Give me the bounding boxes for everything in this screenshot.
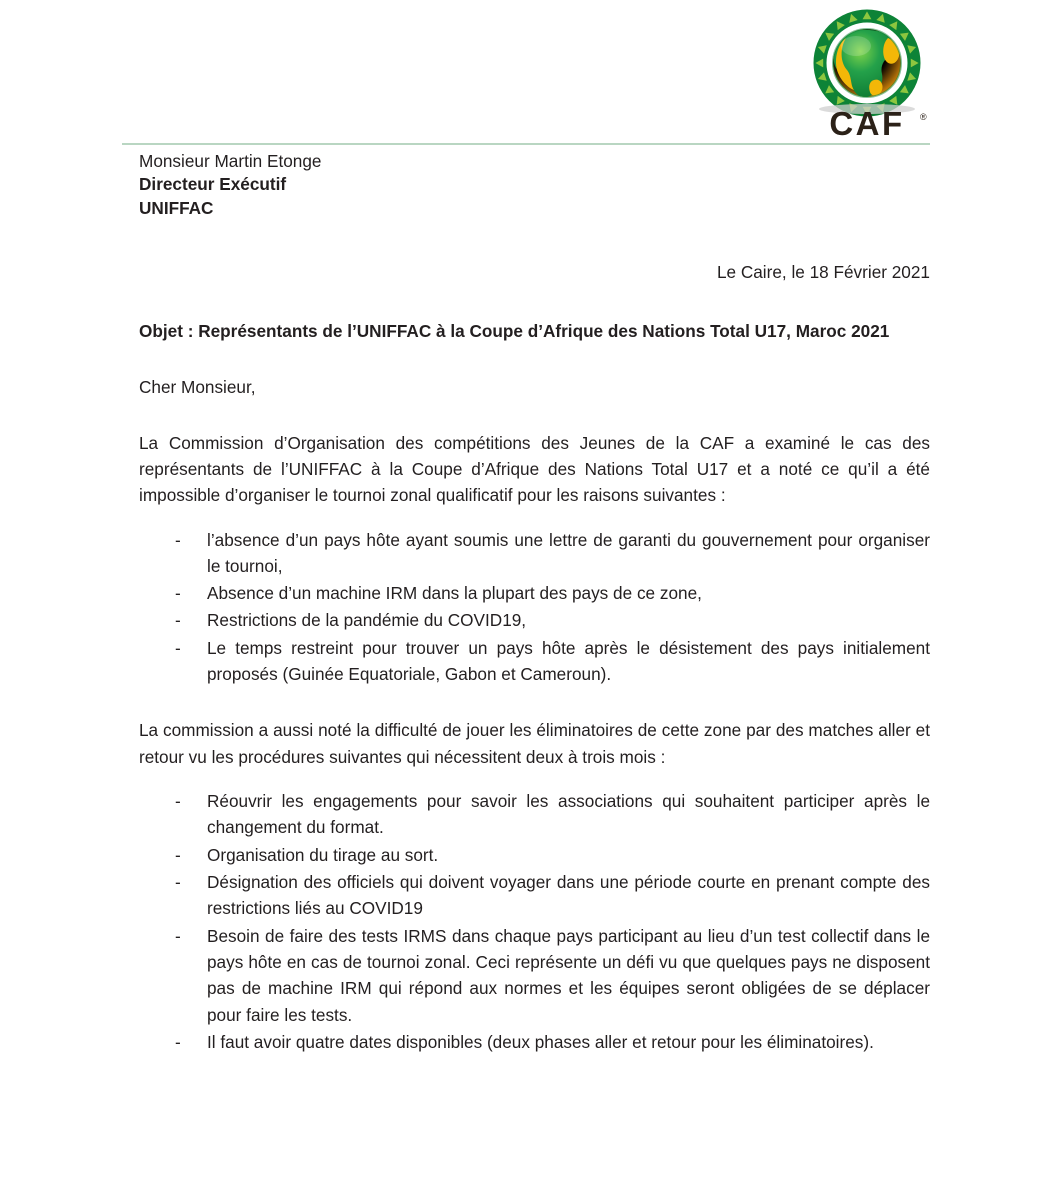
bullet-dash-icon: - (175, 925, 181, 946)
bullet-dash-icon: - (175, 844, 181, 865)
bullet-dash-icon: - (175, 871, 181, 892)
list-item (175, 607, 930, 633)
list-item (175, 527, 930, 580)
list-item (175, 1029, 930, 1055)
bullet-dash-icon: - (175, 583, 181, 604)
letter-content (139, 150, 930, 1056)
bullet-dash-icon: - (175, 529, 181, 550)
list-item (175, 923, 930, 1028)
reasons-list (175, 527, 930, 688)
body-paragraph-2: La commission a aussi noté la difficulté de jouer les éliminatoires de cette zone par des matches aller et retour vu les procédures suivantes qui nécessitent deux à trois mois : (139, 720, 930, 767)
letter-date: Le Caire, le 18 Février 2021 (716, 262, 930, 283)
bullet-dash-icon: - (175, 637, 181, 658)
caf-logo-icon (792, 8, 942, 140)
caf-wordmark: CAF (829, 105, 905, 140)
list-item-text: Réouvrir les engagements pour savoir les associations qui souhaitent participer après le changement du format. (207, 791, 930, 838)
recipient-title: Directeur Exécutif (139, 174, 287, 195)
list-item-text: Organisation du tirage au sort. (207, 844, 439, 865)
list-item-text: Restrictions de la pandémie du COVID19, (207, 610, 527, 631)
body-paragraph-1: La Commission d’Organisation des compétitions des Jeunes de la CAF a examiné le cas des représentants de l’UNIFFAC à la Coupe d’Afrique des Nations Total U17 et a noté ce qu’il a été impossible d’organiser le tournoi zonal qualificatif pour les raisons suivantes : (139, 432, 930, 506)
procedures-list (175, 788, 930, 1055)
list-item (175, 580, 930, 606)
recipient-block (139, 150, 930, 220)
list-item-text: Besoin de faire des tests IRMS dans chaque pays participant au lieu d’un test collectif dans le pays hôte en cas de tournoi zonal. Ceci représente un défi vu que quelques pays ne disposent pas de machine IRM qui répond aux normes et les équipes seront obligées de se déplacer pour faire les tests. (207, 925, 930, 1025)
list-item (175, 788, 930, 841)
recipient-organisation: UNIFFAC (139, 197, 214, 218)
list-item (175, 635, 930, 688)
list-item-text: Le temps restreint pour trouver un pays hôte après le désistement des pays initialement proposés (Guinée Equatoriale, Gabon et Cameroun). (207, 637, 930, 685)
list-item-text: Absence d’un machine IRM dans la plupart des pays de ce zone, (207, 583, 702, 604)
list-item (175, 842, 930, 868)
registered-mark-icon: ® (920, 112, 927, 122)
caf-logo (792, 8, 942, 140)
bullet-dash-icon: - (175, 610, 181, 631)
letter-salutation: Cher Monsieur, (139, 376, 256, 397)
list-item (175, 869, 930, 922)
bullet-dash-icon: - (175, 791, 181, 812)
letter-subject: Objet : Représentants de l’UNIFFAC à la Coupe d’Afrique des Nations Total U17, Maroc 2021 (139, 321, 890, 342)
bullet-dash-icon: - (175, 1031, 181, 1052)
header-divider (122, 143, 930, 145)
list-item-text: Désignation des officiels qui doivent voyager dans une période courte en prenant compte des restrictions liés au COVID19 (207, 871, 930, 919)
list-item-text: Il faut avoir quatre dates disponibles (deux phases aller et retour pour les éliminatoires). (207, 1031, 874, 1052)
recipient-name: Monsieur Martin Etonge (139, 151, 322, 171)
list-item-text: l’absence d’un pays hôte ayant soumis une lettre de garanti du gouvernement pour organiser le tournoi, (207, 529, 930, 576)
